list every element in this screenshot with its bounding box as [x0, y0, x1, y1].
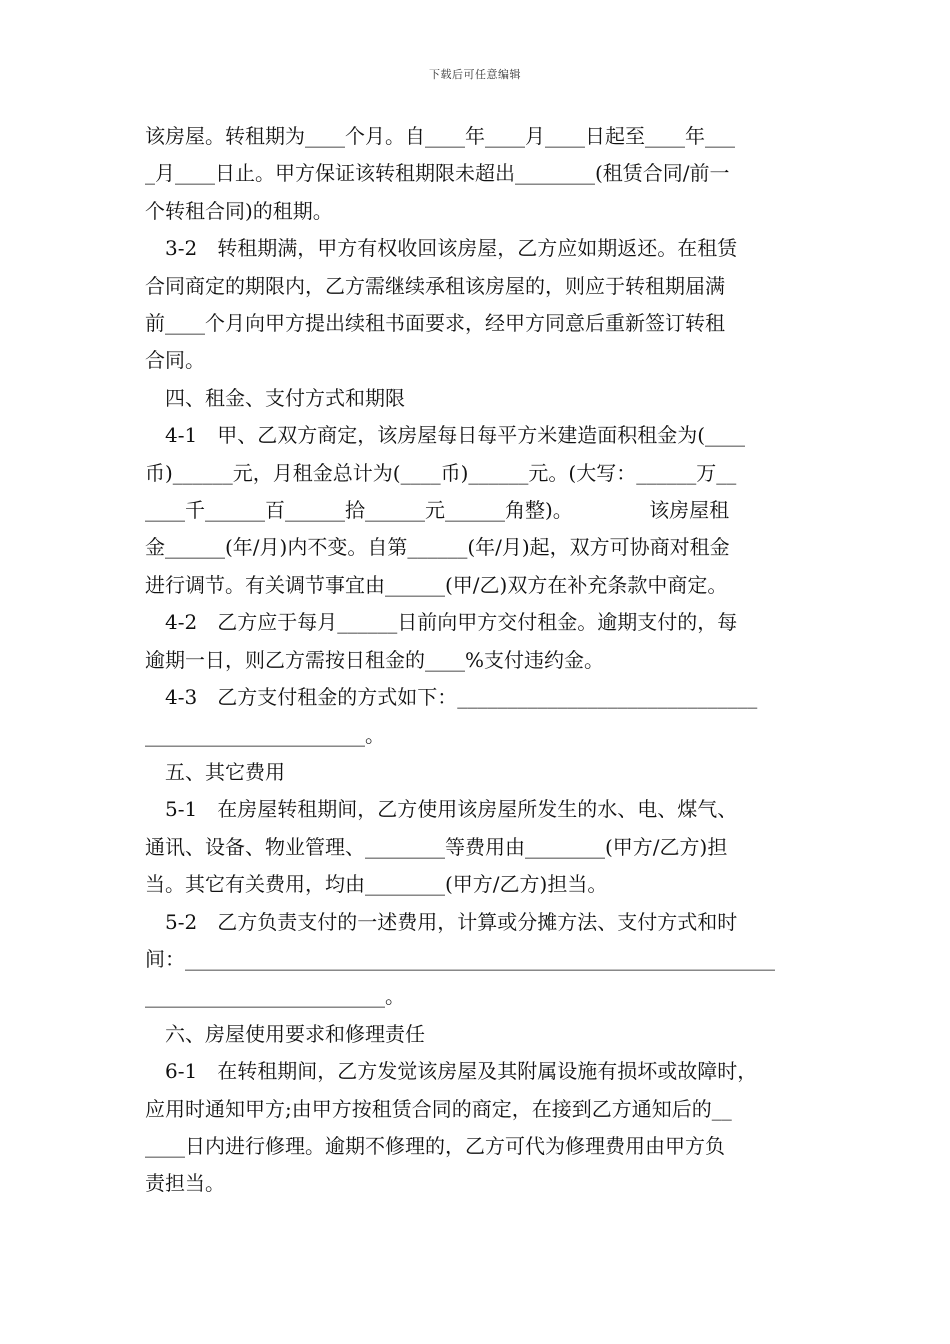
section-heading-rent: 四、租金、支付方式和期限 — [165, 385, 405, 410]
paragraph-5-2: 5-2 乙方负责支付的一述费用，计算或分摊方法、支付方式和时 间：___________________________________________________________ ________________________。 — [145, 909, 775, 1009]
paragraph-6-1: 6-1 在转租期间，乙方发觉该房屋及其附属设施有损坏或故障时， 应用时通知甲方;由甲方按租赁合同的商定，在接到乙方通知后的__ ____日内进行修理。逾期不修理的，乙方可代为修理费用由甲方负 责担当。 — [145, 1059, 758, 1196]
section-heading-other-fees: 五、其它费用 — [165, 759, 285, 784]
page-header: 下载后可任意编辑 — [429, 68, 521, 81]
paragraph-sublease-term: 该房屋。转租期为____个月。自____年____月____日起至____年___ _月____日止。甲方保证该转租期限未超出________(租赁合同/前一 个转租合同)的租期。 — [145, 124, 735, 223]
paragraph-4-1: 4-1 甲、乙双方商定，该房屋每日每平方米建造面积租金为(____ 币)______元，月租金总计为(____币)______元。(大写：______万__ ____千______百______拾______元______角整)。 该房屋租 金______(年/月)内不变。自第______(年/月)起，双方可协商对租金 进行调节。有关调节事宜由______(甲/乙)双方在补充条款中商定。 — [145, 423, 746, 597]
paragraph-4-2: 4-2 乙方应于每月______日前向甲方交付租金。逾期支付的，每 逾期一日，则乙方需按日租金的____%支付违约金。 — [145, 610, 738, 672]
paragraph-5-1: 5-1 在房屋转租期间，乙方使用该房屋所发生的水、电、煤气、 通讯、设备、物业管理、________等费用由________(甲方/乙方)担 当。其它有关费用，均由________(甲方/乙方)担当。 — [145, 797, 738, 897]
section-heading-usage-repair: 六、房屋使用要求和修理责任 — [165, 1021, 425, 1046]
paragraph-4-3: 4-3 乙方支付租金的方式如下：______________________________ ______________________。 — [145, 685, 758, 747]
document-body — [145, 118, 807, 1203]
paragraph-3-2: 3-2 转租期满，甲方有权收回该房屋，乙方应如期返还。在租赁 合同商定的期限内，乙方需继续承租该房屋的，则应于转租期届满 前____个月向甲方提出续租书面要求，经甲方同意后重新签订转租 合同。 — [145, 236, 738, 373]
